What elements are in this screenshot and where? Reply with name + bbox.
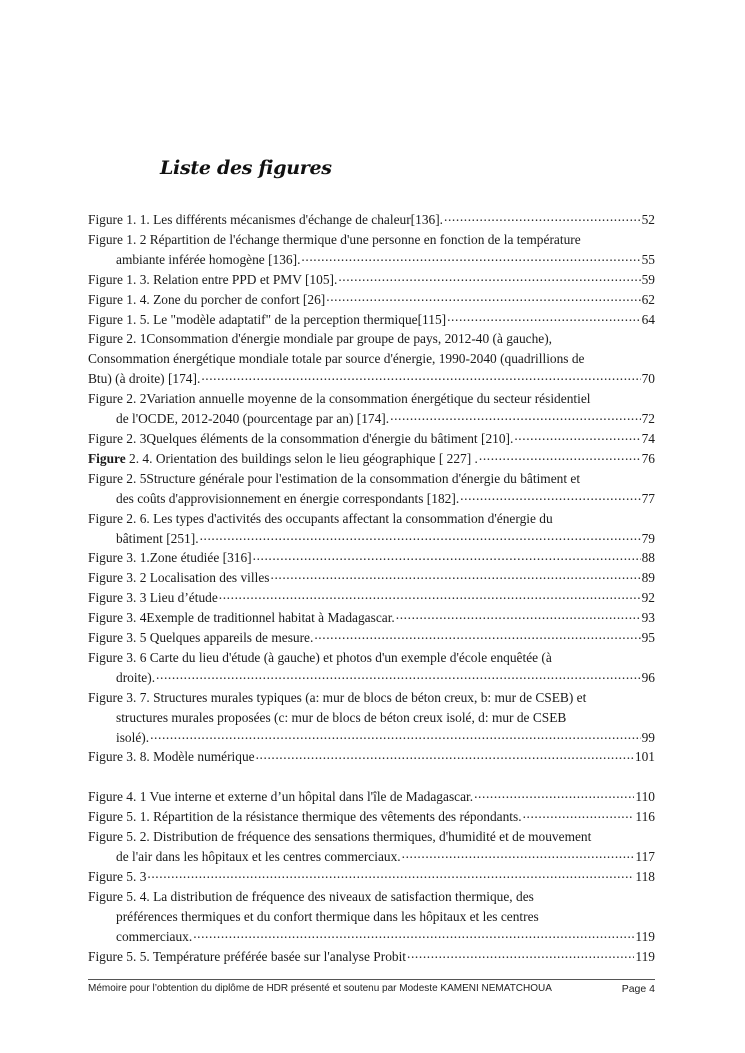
leader-dots — [219, 590, 641, 602]
leader-dots — [301, 252, 640, 264]
leader-dots — [156, 670, 641, 682]
figure-entry-text: Figure 5. 4. La distribution de fréquence des niveaux de satisfaction thermique, des — [88, 888, 534, 904]
figure-entry-text: Figure 1. 1. Les différents mécanismes d'échange de chaleur[136]. — [88, 212, 444, 227]
figure-page-number: 64 — [641, 311, 655, 327]
figure-entry-text: Btu) (à droite) [174]. — [88, 371, 201, 387]
figure-entry-text: droite). — [116, 669, 156, 685]
figure-entry[interactable] — [88, 628, 655, 648]
figure-entry[interactable] — [88, 230, 655, 270]
figure-entry[interactable] — [88, 688, 655, 748]
leader-dots — [447, 312, 641, 324]
page-footer — [88, 979, 655, 995]
figure-entry[interactable] — [88, 509, 655, 549]
figure-entry-text: Figure 1. 3. Relation entre PPD et PMV [105]. — [88, 271, 338, 287]
leader-dots — [147, 869, 634, 881]
leader-dots — [150, 730, 641, 742]
figure-entry-text: Figure 5. 5. Température préférée basée sur l'analyse Probit — [88, 948, 407, 964]
figure-page-number: 116 — [635, 809, 655, 825]
leader-dots — [200, 531, 641, 543]
figure-page-number: 55 — [641, 251, 655, 267]
figure-page-number: 88 — [641, 550, 655, 566]
figure-entry-text: isolé). — [116, 729, 150, 745]
figure-page-number: 59 — [641, 271, 655, 287]
figure-entry-text: commerciaux. — [116, 928, 193, 944]
figure-entry[interactable] — [88, 568, 655, 588]
leader-dots — [396, 610, 641, 622]
leader-dots — [201, 371, 640, 383]
figure-entry-text: Figure 2. 6. Les types d'activités des occupants affectant la consommation d'énergie du — [88, 510, 553, 526]
figure-entry-text: Figure 2. 1Consommation d'énergie mondiale par groupe de pays, 2012-40 (à gauche), — [88, 331, 553, 347]
figure-entry[interactable] — [88, 747, 655, 767]
leader-dots — [407, 949, 634, 961]
figure-entry-text: préférences thermiques et du confort thermique dans les hôpitaux et les centres — [116, 908, 539, 924]
figure-entry[interactable] — [88, 887, 655, 947]
figure-page-number: 77 — [641, 490, 655, 506]
page-title: Liste des figures — [160, 157, 332, 179]
figure-page-number: 70 — [641, 371, 655, 387]
leader-dots — [193, 929, 634, 941]
figure-entry-text: Figure 3. 4Exemple de traditionnel habitat à Madagascar. — [88, 610, 395, 626]
figure-entry[interactable] — [88, 389, 655, 429]
figure-entry-text: structures murales proposées (c: mur de blocs de béton creux isolé, d: mur de CSEB — [116, 709, 567, 725]
figure-entry-text: Figure 3. 8. Modèle numérique — [88, 749, 255, 765]
figure-page-number: 76 — [641, 450, 655, 466]
figure-page-number: 119 — [635, 948, 655, 964]
figure-entry-text: Figure 2. 3Quelques éléments de la consommation d'énergie du bâtiment [210]. — [88, 430, 514, 446]
leader-dots — [523, 809, 635, 821]
figure-entry[interactable] — [88, 608, 655, 628]
figure-page-number: 101 — [634, 749, 655, 765]
figure-page-number: 99 — [641, 729, 655, 745]
figure-entry-text: de l'air dans les hôpitaux et les centres commerciaux. — [116, 848, 401, 864]
figure-entry-text: Figure 3. 1.Zone étudiée [316] — [88, 550, 252, 566]
figure-entry-text: Figure 2. 4. Orientation des buildings selon le lieu géographique [ 227] . — [88, 450, 478, 466]
leader-dots — [474, 789, 634, 801]
footer-text: Mémoire pour l’obtention du diplôme de HDR présenté et soutenu par Modeste KAMENI NEMATCHOUA — [88, 983, 552, 994]
figure-page-number: 118 — [635, 868, 655, 884]
figure-entry-text: Figure 4. 1 Vue interne et externe d’un hôpital dans l'île de Madagascar. — [88, 789, 474, 805]
figure-entry-text: Figure 3. 2 Localisation des villes — [88, 570, 270, 586]
figure-entry-text: Figure 5. 3 — [88, 868, 147, 884]
figure-entry[interactable] — [88, 210, 655, 230]
leader-dots — [390, 411, 640, 423]
figure-entry-text: ambiante inférée homogène [136]. — [116, 251, 301, 267]
figure-entry-text: Figure 3. 5 Quelques appareils de mesure. — [88, 630, 314, 646]
figure-entry[interactable] — [88, 807, 655, 827]
figure-entry[interactable] — [88, 270, 655, 290]
figure-entry-text: Figure 1. 4. Zone du porcher de confort [26] — [88, 291, 326, 307]
figure-page-number: 95 — [641, 630, 655, 646]
figure-list — [88, 210, 655, 966]
leader-dots — [514, 431, 640, 443]
leader-dots — [326, 292, 640, 304]
figure-page-number: 119 — [635, 928, 655, 944]
figure-entry-text: Figure 3. 6 Carte du lieu d'étude (à gauche) et photos d'un exemple d'école enquêtée (à — [88, 649, 552, 665]
leader-dots — [253, 550, 641, 562]
figure-entry[interactable] — [88, 548, 655, 568]
figure-entry-text: Figure 1. 2 Répartition de l'échange thermique d'une personne en fonction de la température — [88, 231, 581, 247]
figure-entry-text: Figure 5. 1. Répartition de la résistance thermique des vêtements des répondants. — [88, 809, 522, 825]
figure-entry-text: Consommation énergétique mondiale totale par source d'énergie, 1990-2040 (quadrillions de — [88, 351, 585, 367]
figure-entry[interactable] — [88, 867, 655, 887]
leader-dots — [402, 849, 635, 861]
figure-page-number: 62 — [641, 291, 655, 307]
figure-entry[interactable] — [88, 947, 655, 967]
figure-entry-text: Figure 1. 5. Le "modèle adaptatif" de la perception thermique[115] — [88, 311, 447, 327]
figure-entry-text: des coûts d'approvisionnement en énergie correspondants [182]. — [116, 490, 460, 506]
figure-entry[interactable] — [88, 310, 655, 330]
figure-page-number: 93 — [641, 610, 655, 626]
figure-entry-text: bâtiment [251]. — [116, 530, 199, 546]
figure-entry[interactable] — [88, 329, 655, 389]
figure-page-number: 96 — [641, 669, 655, 685]
figure-entry-text: Figure 3. 3 Lieu d’étude — [88, 590, 218, 606]
figure-entry-text: Figure 2. 5Structure générale pour l'estimation de la consommation d'énergie du bâtiment et — [88, 470, 581, 486]
figure-entry[interactable] — [88, 827, 655, 867]
leader-dots — [460, 491, 640, 503]
figure-entry-text: Figure 3. 7. Structures murales typiques (a: mur de blocs de béton creux, b: mur de CSEB) et — [88, 689, 587, 705]
figure-entry-text: de l'OCDE, 2012-2040 (pourcentage par an) [174]. — [116, 411, 390, 427]
leader-dots — [271, 570, 641, 582]
figure-page-number: 89 — [641, 570, 655, 586]
figure-page-number: 74 — [641, 430, 655, 446]
figure-page-number: 92 — [641, 590, 655, 606]
figure-entry[interactable] — [88, 290, 655, 310]
leader-dots — [338, 272, 640, 284]
figure-entry-text: Figure 5. 2. Distribution de fréquence des sensations thermiques, d'humidité et de mouvement — [88, 829, 592, 845]
figure-page-number: 72 — [641, 411, 655, 427]
figure-page-number: 79 — [641, 530, 655, 546]
leader-dots — [314, 630, 640, 642]
figure-entry[interactable] — [88, 648, 655, 688]
page-number: Page 4 — [621, 983, 655, 995]
figure-entry[interactable] — [88, 588, 655, 608]
leader-dots — [256, 749, 634, 761]
leader-dots — [444, 212, 641, 224]
figure-page-number: 110 — [635, 789, 655, 805]
figure-page-number: 117 — [635, 848, 655, 864]
leader-dots — [479, 451, 641, 463]
figure-entry[interactable] — [88, 449, 655, 469]
figure-entry[interactable] — [88, 787, 655, 807]
figure-page-number: 52 — [641, 212, 655, 227]
figure-entry[interactable] — [88, 429, 655, 449]
figure-entry[interactable] — [88, 469, 655, 509]
figure-entry-text: Figure 2. 2Variation annuelle moyenne de la consommation énergétique du secteur résidentiel — [88, 391, 591, 407]
